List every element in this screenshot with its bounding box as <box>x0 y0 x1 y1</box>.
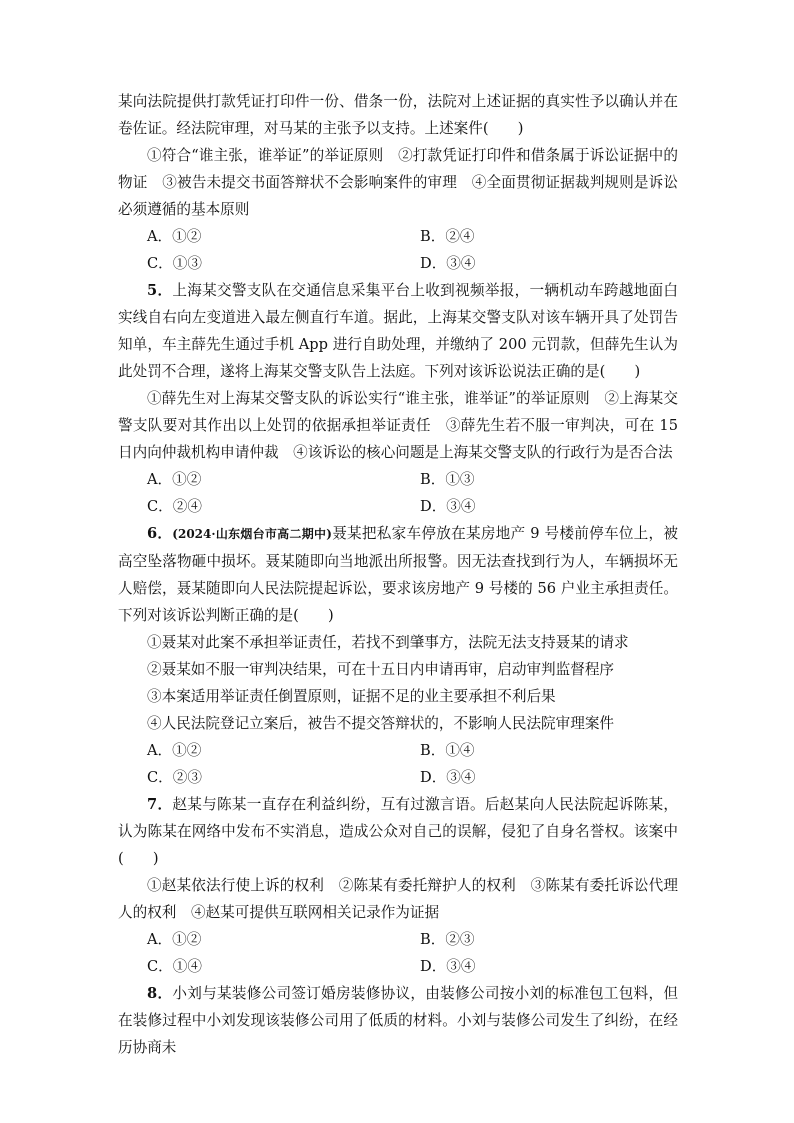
q8-stem <box>118 980 678 1061</box>
q7-statements: ①赵某依法行使上诉的权利 ②陈某有委托辩护人的权利 ③陈某有委托诉讼代理人的权利 ④赵某可提供互联网相关记录作为证据 <box>118 877 678 921</box>
q6-choice-a[interactable]: A．①② <box>147 742 202 759</box>
q6-text: 聂某把私家车停放在某房地产 9 号楼前停车位上，被高空坠落物砸中损坏。聂某随即向当地派出所报警。因无法查找到行为人，车辆损坏无人赔偿，聂某随即向人民法院提起诉讼，要求该房地产 9 号楼的 56 户业主承担责任。下列对该诉讼判断正确的是( ) <box>118 525 678 624</box>
q6-choice-b[interactable]: B．①④ <box>420 742 475 759</box>
q4-choice-a[interactable]: A．①② <box>147 228 202 245</box>
q5-text: 上海某交警支队在交通信息采集平台上收到视频举报，一辆机动车跨越地面白实线自右向左变道进入最左侧直行车道。据此，上海某交警支队对该车辆开具了处罚告知单，车主薛先生通过手机 App 进行自助处理，并缴纳了 200 元罚款，但薛先生认为此处罚不合理，遂将上海某交警支队告上法庭。下列对该诉讼说法正确的是( ) <box>118 282 678 380</box>
q4-choice-b[interactable]: B．②④ <box>420 228 475 245</box>
q6-number: 6． <box>147 525 173 542</box>
q6-choice-d[interactable]: D．③④ <box>420 769 476 786</box>
q7-number: 7． <box>147 796 173 813</box>
q6-statement-3: ③本案适用举证责任倒置原则，证据不足的业主要承担不利后果 <box>147 688 556 705</box>
question-content <box>118 88 678 1061</box>
q5-stem <box>118 277 678 385</box>
q7-stem <box>118 791 678 872</box>
q7-choice-c[interactable]: C．①④ <box>147 958 202 975</box>
q4-statements: ①符合“谁主张，谁举证”的举证原则 ②打款凭证打印件和借条属于诉讼证据中的物证 ③被告未提交书面答辩状不会影响案件的审理 ④全面贯彻证据裁判规则是诉讼必须遵循的基本原则 <box>118 147 678 218</box>
q6-stem <box>118 520 678 629</box>
q8-number: 8． <box>147 985 173 1002</box>
q7-choices-row-1 <box>118 926 678 953</box>
q4-choice-d[interactable]: D．③④ <box>420 255 476 272</box>
q6-statement-2: ②聂某如不服一审判决结果，可在十五日内申请再审，启动审判监督程序 <box>147 661 615 678</box>
q5-choice-b[interactable]: B．①③ <box>420 471 475 488</box>
q4-choices-row-1 <box>118 223 678 250</box>
q5-choice-a[interactable]: A．①② <box>147 471 202 488</box>
q7-choice-b[interactable]: B．②③ <box>420 931 475 948</box>
q5-number: 5． <box>147 282 173 299</box>
q6-choices-row-2 <box>118 764 678 791</box>
q5-choices-row-2 <box>118 493 678 520</box>
q6-choice-c[interactable]: C．②③ <box>147 769 202 786</box>
q7-choice-d[interactable]: D．③④ <box>420 958 476 975</box>
q7-text: 赵某与陈某一直存在利益纠纷，互有过激言语。后赵某向人民法院起诉陈某，认为陈某在网络中发布不实消息，造成公众对自己的误解，侵犯了自身名誉权。该案中( ) <box>118 796 678 867</box>
q4-continuation-text: 某向法院提供打款凭证打印件一份、借条一份，法院对上述证据的真实性予以确认并在卷佐证。经法院审理，对马某的主张予以支持。上述案件( ) <box>118 93 678 137</box>
q5-statements: ①薛先生对上海某交警支队的诉讼实行“谁主张，谁举证”的举证原则 ②上海某交警支队要对其作出以上处罚的依据承担举证责任 ③薛先生若不服一审判决，可在 15 日内向仲裁机构申请仲裁 ④该诉讼的核心问题是上海某交警支队的行政行为是否合法 <box>118 390 678 461</box>
q5-choices-row-1 <box>118 466 678 493</box>
q4-choices-row-2 <box>118 250 678 277</box>
q5-choice-d[interactable]: D．③④ <box>420 498 476 515</box>
q4-choice-c[interactable]: C．①③ <box>147 255 202 272</box>
q6-source: (2024·山东烟台市高二期中) <box>172 527 332 541</box>
q6-statement-4: ④人民法院登记立案后，被告不提交答辩状的，不影响人民法院审理案件 <box>147 715 615 732</box>
q7-choices-row-2 <box>118 953 678 980</box>
q6-choices-row-1 <box>118 737 678 764</box>
q8-text: 小刘与某装修公司签订婚房装修协议，由装修公司按小刘的标准包工包料，但在装修过程中小刘发现该装修公司用了低质的材料。小刘与装修公司发生了纠纷，在经历协商未 <box>118 985 678 1056</box>
q7-choice-a[interactable]: A．①② <box>147 931 202 948</box>
q6-statement-1: ①聂某对此案不承担举证责任，若找不到肇事方，法院无法支持聂某的请求 <box>147 634 629 651</box>
q5-choice-c[interactable]: C．②④ <box>147 498 202 515</box>
